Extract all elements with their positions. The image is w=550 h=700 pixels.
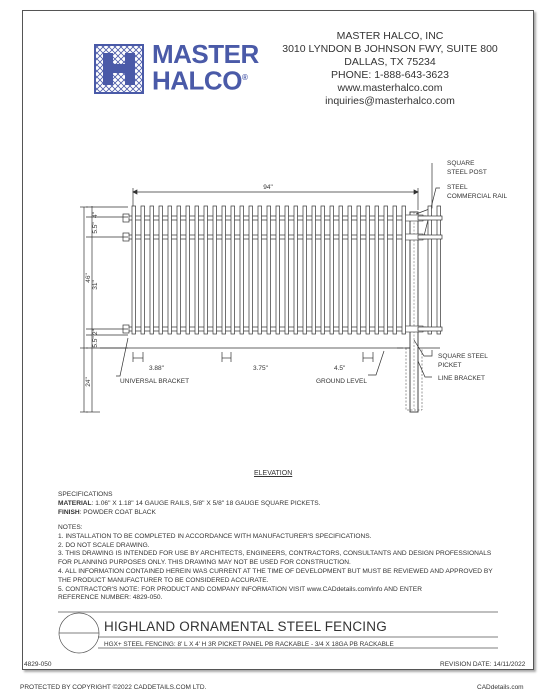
note-line: THE PRODUCT MANUFACTURER TO BE CONSIDERED ACCURATE. xyxy=(58,576,269,584)
callout-rail-line-2: COMMERCIAL RAIL xyxy=(447,193,508,200)
dim-width-label: 94" xyxy=(263,184,273,191)
dim-31-label: 31" xyxy=(92,280,99,290)
copyright-notice: PROTECTED BY COPYRIGHT ©2022 CADDETAILS.COM LTD. xyxy=(20,684,207,691)
dim-46-label: 46" xyxy=(85,273,92,283)
note-line: 5. CONTRACTOR'S NOTE: FOR PRODUCT AND COMPANY INFORMATION VISIT www.CADdetails.com/info AND ENTER xyxy=(58,585,422,593)
company-email[interactable]: inquiries@masterhalco.com xyxy=(325,95,455,107)
dim-3-88-label: 3.88" xyxy=(149,365,164,372)
callout-ground-level: GROUND LEVEL xyxy=(316,378,367,385)
company-address-line-1: 3010 LYNDON B JOHNSON FWY, SUITE 800 xyxy=(282,43,498,55)
callout-picket-line-1: SQUARE STEEL xyxy=(438,353,488,360)
notes-heading: NOTES: xyxy=(58,524,83,531)
drawing-subtitle: HGX+ STEEL FENCING: 8' L X 4' H 3R PICKET PANEL PB RACKABLE - 3/4 X 18GA PB RACKABLE xyxy=(104,641,394,648)
specs-material-label: MATERIAL xyxy=(58,499,92,507)
specs-finish-label: FINISH xyxy=(58,508,80,516)
logo-line-1: MASTER xyxy=(152,39,259,69)
note-line: 4. ALL INFORMATION CONTAINED HEREIN WAS CURRENT AT THE TIME OF DEVELOPMENT BUT MUST BE REVIEWED AND APPROVED BY xyxy=(58,567,493,575)
callout-square-post-line-1: SQUARE xyxy=(447,160,475,167)
reference-code: 4829-050 xyxy=(24,661,52,668)
notes-block xyxy=(58,524,493,603)
logo-registered-mark: ® xyxy=(241,73,248,82)
drawing-title: HIGHLAND ORNAMENTAL STEEL FENCING xyxy=(104,619,387,634)
note-line: REFERENCE NUMBER: 4829-050. xyxy=(58,594,163,602)
specs-material-value: : 1.06" X 1.18" 14 GAUGE RAILS, 5/8" X 5/8" 18 GAUGE SQUARE PICKETS. xyxy=(91,499,321,507)
callout-universal-bracket: UNIVERSAL BRACKET xyxy=(120,378,190,385)
revision-date: REVISION DATE: 14/11/2022 xyxy=(440,661,526,668)
company-website[interactable]: www.masterhalco.com xyxy=(337,82,443,94)
note-line: 2. DO NOT SCALE DRAWING. xyxy=(58,541,150,549)
note-line: 1. INSTALLATION TO BE COMPLETED IN ACCORDANCE WITH MANUFACTURER'S SPECIFICATIONS. xyxy=(58,532,372,540)
company-phone: PHONE: 1-888-643-3623 xyxy=(331,69,449,81)
dim-4-label: 4" xyxy=(92,212,99,218)
specs-heading: SPECIFICATIONS xyxy=(58,491,113,498)
company-address-line-2: DALLAS, TX 75234 xyxy=(344,56,436,68)
dim-4-5-label: 4.5" xyxy=(334,365,346,372)
dim-5-5-top-label: 5.5" xyxy=(92,222,99,234)
dim-3-75-label: 3.75" xyxy=(253,365,268,372)
picket-group xyxy=(132,206,441,334)
company-name: MASTER HALCO, INC xyxy=(336,30,444,42)
callout-square-post-line-2: STEEL POST xyxy=(447,169,487,176)
note-line: FOR PLANNING PURPOSES ONLY. THIS DRAWING MAY NOT BE USED FOR CONSTRUCTION. xyxy=(58,559,351,567)
dim-24-label: 24" xyxy=(85,377,92,387)
callout-rail-line-1: STEEL xyxy=(447,184,468,191)
specs-finish-value: : POWDER COAT BLACK xyxy=(79,508,156,516)
callout-line-bracket: LINE BRACKET xyxy=(438,375,485,382)
dim-2-label: 2" xyxy=(92,329,99,335)
callout-picket-line-2: PICKET xyxy=(438,362,462,369)
specifications-block xyxy=(58,491,320,517)
logo-line-2: HALCO xyxy=(152,65,242,96)
dim-5-5-bottom-label: 5.5" xyxy=(92,336,99,348)
note-line: 3. THIS DRAWING IS INTENDED FOR USE BY ARCHITECTS, ENGINEERS, CONTRACTORS, CONSULTANTS AND DESIGN PROFESSIONALS xyxy=(58,550,492,558)
caddetails-site[interactable]: CADdetails.com xyxy=(477,684,524,691)
elevation-label: ELEVATION xyxy=(254,470,293,477)
